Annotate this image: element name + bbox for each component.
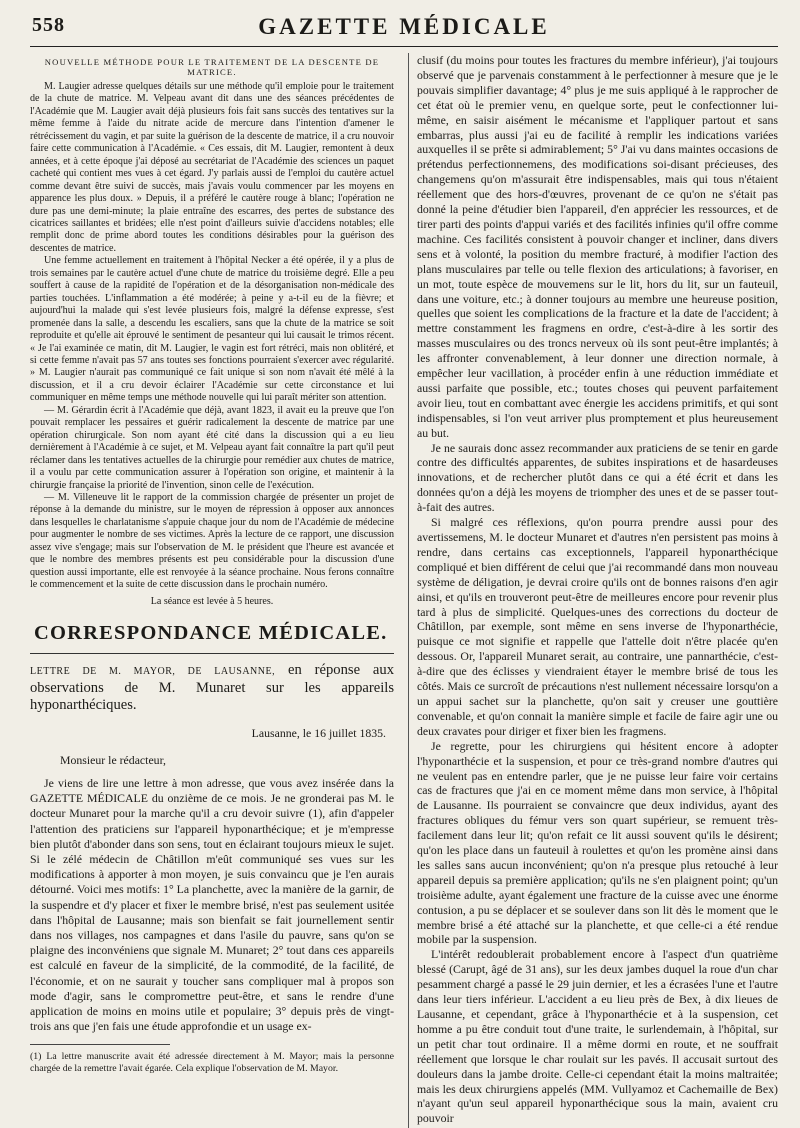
letter-paragraph: clusif (du moins pour toutes les fractures du membre inférieur), j'ai toujours observé que je parvenais constamment à le perfectionner à mesure que je le pouvais simplifier davantage; 4° plus je me suis appliqué à le rapprocher de cet état où le premier venu, en quelque sorte, peut le confectionner lui-même, en saisir aisément le mécanisme et l'appliquer partout et sans embarras, plus aussi j'ai eu de facilité à remplir les indications variées auxquelles il se prête si admirablement; 5° J'ai vu dans maintes occasions de prétendus perfectionnemens, des modifications soi-disant précieuses, des changemens qu'on m'assurait être indispensables, mais qui tous n'étaient réellement que des hors-d'œuvres, provenant de ce qu'on ne s'était pas donné la peine d'étudier bien l'appareil, d'en apprécier les ressources, et de tirer parti des points d'appui variés et des facilités infinies qu'il offre comme machine. Ces facilités consistent à pouvoir changer et incliner, dans divers sens et à volonté, la position du membre fracturé, à modifier l'action des plans musculaires par telle ou telle flexion des articulations; à favoriser, en un mot, toute espèce de mouvemens sur le lit, hors du lit, sur un fauteuil, dans une voiture, etc.; à donner toujours au membre une heureuse position, quelles que soient les complications de la fracture et la date de l'accident; à mettre constamment les fragmens en ordre, c'est-à-dire à les sortir des masses musculaires ou des troncs nerveux où ils sont peut-être implantés; à les affronter convenablement, à leur donner une direction normale, à empêcher leur vacillation, à procéder enfin à une réduction immédiate et aussi parfaite que possible, etc.; toutes choses qui peuvent parfaitement avoir lieu, tout en combattant avec énergie les accidens primitifs, et qui sont indispensables, si l'on veut arriver plus promptement et plus heureusement au but.	[417, 53, 778, 440]
report-paragraph: — M. Gérardin écrit à l'Académie que déjà, avant 1823, il avait eu la preuve que l'on pouvait remplacer les pessaires et guérir radicalement la descente de matrice par une opération chirurgicale. Son nom ayant été cité dans la discussion qui a eu lieu dernièrement à l'Académie à ce sujet, et M. Velpeau ayant fait connaître la part qu'il peut réclamer dans les tentatives actuelles de la chirurgie pour remédier aux chutes de matrice, il a voulu par cette communication assurer à l'opération son origine, et maintenir à la chirurgie française la priorité de l'invention, sinon celle de l'exécution.	[30, 404, 394, 491]
letter-body	[30, 776, 394, 1034]
session-closing: La séance est levée à 5 heures.	[150, 595, 274, 607]
letter-continuation	[417, 53, 778, 1126]
academy-report	[30, 81, 394, 608]
letter-paragraph: Je viens de lire une lettre à mon adresse, que vous avez insérée dans la GAZETTE MÉDICALE du onzième de ce mois. Je ne gronderai pas M. le docteur Munaret pour la marche qu'il a cru devoir suivre (1), afin d'appeler l'attention des praticiens sur l'appareil hyponarthécique; et je m'empresse bien plutôt d'abonder dans son sens, tout en éclairant toujours mieux le sujet. Si le zélé médecin de Châtillon m'eût communiqué ses vues sur les modifications à apporter à mon moyen, je suis convaincu que je l'en aurais détourné. Voici mes motifs: 1° La planchette, avec la manière de la garnir, de la suspendre et d'y placer et fixer le membre brisé, n'est pas seulement usitée dans l'hôpital de Lausanne; mais son bienfait se fait journellement sentir dans nos villages, nos campagnes et dans l'asile du pauvre, sans qu'on se plaigne des inconvéniens que signale M. Munaret; 2° tout dans ces appareils est calculé en faveur de la simplicité, de la commodité, de la facilité, de l'économie, et on ne saurait y toucher sans compliquer mal à propos son mode d'agir, sans le compromettre peut-être, et sans le rendre d'une application de moins en moins utile et populaire; 3° depuis près de vingt-trois ans que j'en fais une étude approfondie et un usage ex-	[30, 776, 394, 1034]
letter-paragraph: L'intérêt redoublerait probablement encore à l'aspect d'un quatrième blessé (Carupt, âgé de 31 ans), sur les deux jambes duquel la roue d'un char pesamment chargé a passé le 29 juin dernier, et les a écrasées l'une et l'autre dans leur tiers inférieur. L'accident a eu lieu près de Bex, à dix lieues de Lausanne, et cependant, grâce à l'hyponarthécie et à la suspension, cet homme a pu être conduit tout d'une traite, le surlendemain, à l'hôpital, sur un petit char tout ordinaire. Il a même dormi en route, et ne souffrait réellement que lorsque le char roulait sur les pavés. Il accusait surtout des douleurs dans la jambe droite. Celle-ci cependant était la moins maltraitée; mais les deux chirurgiens appelés (MM. Vullyamoz et Cachemaille de Bex) n'ayant qu'un seul appareil hyponarthécique sous la main, avaient cru pouvoir	[417, 947, 778, 1126]
page-number: 558	[32, 14, 65, 36]
salutation: Monsieur le rédacteur,	[60, 753, 166, 768]
masthead	[30, 10, 778, 47]
journal-title: GAZETTE MÉDICALE	[258, 14, 550, 39]
report-paragraph: Une femme actuellement en traitement à l'hôpital Necker a été opérée, il y a plus de trois semaines par le cautère actuel d'une chute de matrice du troisième degré. Elle a peu souffert à cause de la rapidité de l'opération et de la désorganisation non-médicale des parties touchées. L'inflammation a été modérée; à peine y a-t-il eu de la fièvre; et aujourd'hui la malade qui s'est levée plusieurs fois, malgré la défense expresse, s'est promenée dans la salle, a descendu les escaliers, sans que la chute de la matrice se soit reproduite et qu'elle ait éprouvé le sentiment de pesanteur qui lui causait le trimos récent. « Je l'ai examinée ce matin, dit M. Laugier, le vagin est fort rétréci, mais non oblitéré, et si cette femme n'avait pas 57 ans toutes ses fonctions pourraient s'exercer avec régularité. » M. Laugier n'aurait pas communiqué ce fait unique si son nom n'avait été mêlé à la discussion, et il a cru devoir éclairer l'Académie sur cette circonstance et lui communiquer en même temps une méthode nouvelle qui lui paraît mériter son attention.	[30, 255, 394, 404]
section-heading: NOUVELLE MÉTHODE POUR LE TRAITEMENT DE LA DESCENTE DE MATRICE.	[44, 57, 380, 77]
report-paragraph: — M. Villeneuve lit le rapport de la commission chargée de présenter un projet de réponse à la demande du ministre, sur le moyen de répression à opposer aux annonces dans lesquelles le charlatanisme s'appuie chaque jour du nom de l'Académie de médecine pour augmenter le nombre de ses victimes. Après la lecture de ce rapport, une discussion assez vive s'engage; mais sur l'observation de M. le président que l'heure est avancée et que le nombre des membres présents est peu considérable pour la discussion d'une question aussi importante, elle est renvoyée à la séance prochaine. Nous ferons connaître le commencement et la suite de cette discussion dans le prochain numéro.	[30, 491, 394, 591]
section-title: CORRESPONDANCE MÉDICALE.	[30, 608, 394, 654]
letter-paragraph: Si malgré ces réflexions, qu'on pourra prendre aussi pour des avertissemens, M. le docteur Munaret et d'autres n'en persistent pas moins à rendre, dans certains cas exceptionnels, l'appareil hyponarthécique compliqué et bien différent de celui que j'ai recommandé dans mon nouveau système de déligation, je devrai croire qu'ils ont de bonnes raisons d'en agir ainsi, et qu'ils en trouveront peut-être de meilleures encore pour revenir plus tard à plus de simplicité. Quelques-unes des corrections du docteur de Châtillon, par exemple, sont même en sens inverse de l'hyponarthécie, puisque ce mot signifie et rappelle que l'attelle doit n'être placée qu'en dessous. Or, l'appareil Munaret serait, au contraire, une pannarthécie, c'est-à-dire que des éclisses y viendraient étayer le membre brisé de tous les côtés. Mais ce surcroît de précautions n'est nullement nécessaire lorsqu'on a un appui sachet sur la planchette, qu'on sait y creuser une gouttière convenable, et qu'on connait la manière simple et facile de faire agir une ou deux cravates pour diriger et fixer bien les fragmens.	[417, 515, 778, 738]
right-column	[408, 53, 778, 1128]
report-paragraph: M. Laugier adresse quelques détails sur une méthode qu'il emploie pour le traitement de la chute de matrice. M. Velpeau avant dit dans une des séances précédentes de l'Académie que M. Laugier avait déjà plusieurs fois fait sans succès des tentatives sur la même femme à l'aide du nitrate acide de mercure dans l'intention d'amener le rétrécissement du vagin, et par suite la guérison de la descente de matrice, il a cru nouvoir faire cette communication à l'Académie. « Ces essais, dit M. Laugier, remontent à deux années, et à cette époque j'ai déposé au secrétariat de l'Académie des sciences un paquet cacheté qui contient mes vues à cet égard. J'y parlais aussi de l'emploi du cautère actuel comme devant être suivi de succès, mais j'avais voulu commencer par les moyens en apparence les plus doux. » Depuis, il a préféré le cautère rouge à blanc; l'opération ne dure pas une demi-minute; la plaie entraîne des escarres, des pertes de substance des cicatrices saillantes et bridées; elle n'est point d'ailleurs suivie d'accidens notables; elle remplit donc de prime abord toutes les conditions désirables pour la guérison des descentes de matrice.	[30, 81, 394, 254]
dateline: Lausanne, le 16 juillet 1835.	[251, 726, 386, 741]
left-column	[30, 53, 394, 1128]
letter-paragraph: Je regrette, pour les chirurgiens qui hésitent encore à adopter l'hyponarthécie et la suspension, et pour ce très-grand nombre d'autres qui ne veulent pas en entendre parler, que je ne puisse leur faire voir certains cas de fractures que j'ai en ce moment même dans mon service, à l'hôpital de Lausanne. Ils pourraient se convaincre que deux individus, ayant des fractures obliques du fémur vers son quart supérieur, se remuent très-facilement dans leur lit; qu'on refait ce lit aussi souvent qu'ils le désirent; qu'on les place dans un fauteuil à roulettes et qu'on les promène ainsi dans les salles sans aucun inconvénient; qu'on n'a presque plus retouché à leur appareil depuis sa première application; qu'ils ne s'en plaignent point; qu'un troisième adulte, ayant également une fracture de la cuisse avec une énorme contusion, a pu se déplacer et se soulever dans son lit dès le moment que le membre brisé a été attaché sur la planchette, et que celle-ci a été rendue mobile par la suspension.	[417, 738, 778, 947]
letter-title-rest: en réponse aux observations de M. Munaret sur les appareils hyponarthéciques.	[30, 662, 394, 714]
two-column-layout	[30, 53, 778, 1128]
footnote-divider	[30, 1044, 170, 1045]
letter-title	[30, 662, 394, 714]
footnote: (1) La lettre manuscrite avait été adressée directement à M. Mayor; mais la personne chargée de la remettre l'avait égarée. Cela explique l'observation de M. Mayor.	[30, 1051, 394, 1075]
letter-paragraph: Je ne saurais donc assez recommander aux praticiens de se tenir en garde contre des difficultés apparentes, de subites inspirations et de hasardeuses innovations, et de rechercher plutôt dans ce qui a été écrit et dans les données qu'on a déjà les moyens de triompher des unes et de se passer tout-à-fait des autres.	[417, 440, 778, 515]
letter-title-caps: LETTRE DE M. MAYOR, DE LAUSANNE,	[30, 666, 276, 678]
